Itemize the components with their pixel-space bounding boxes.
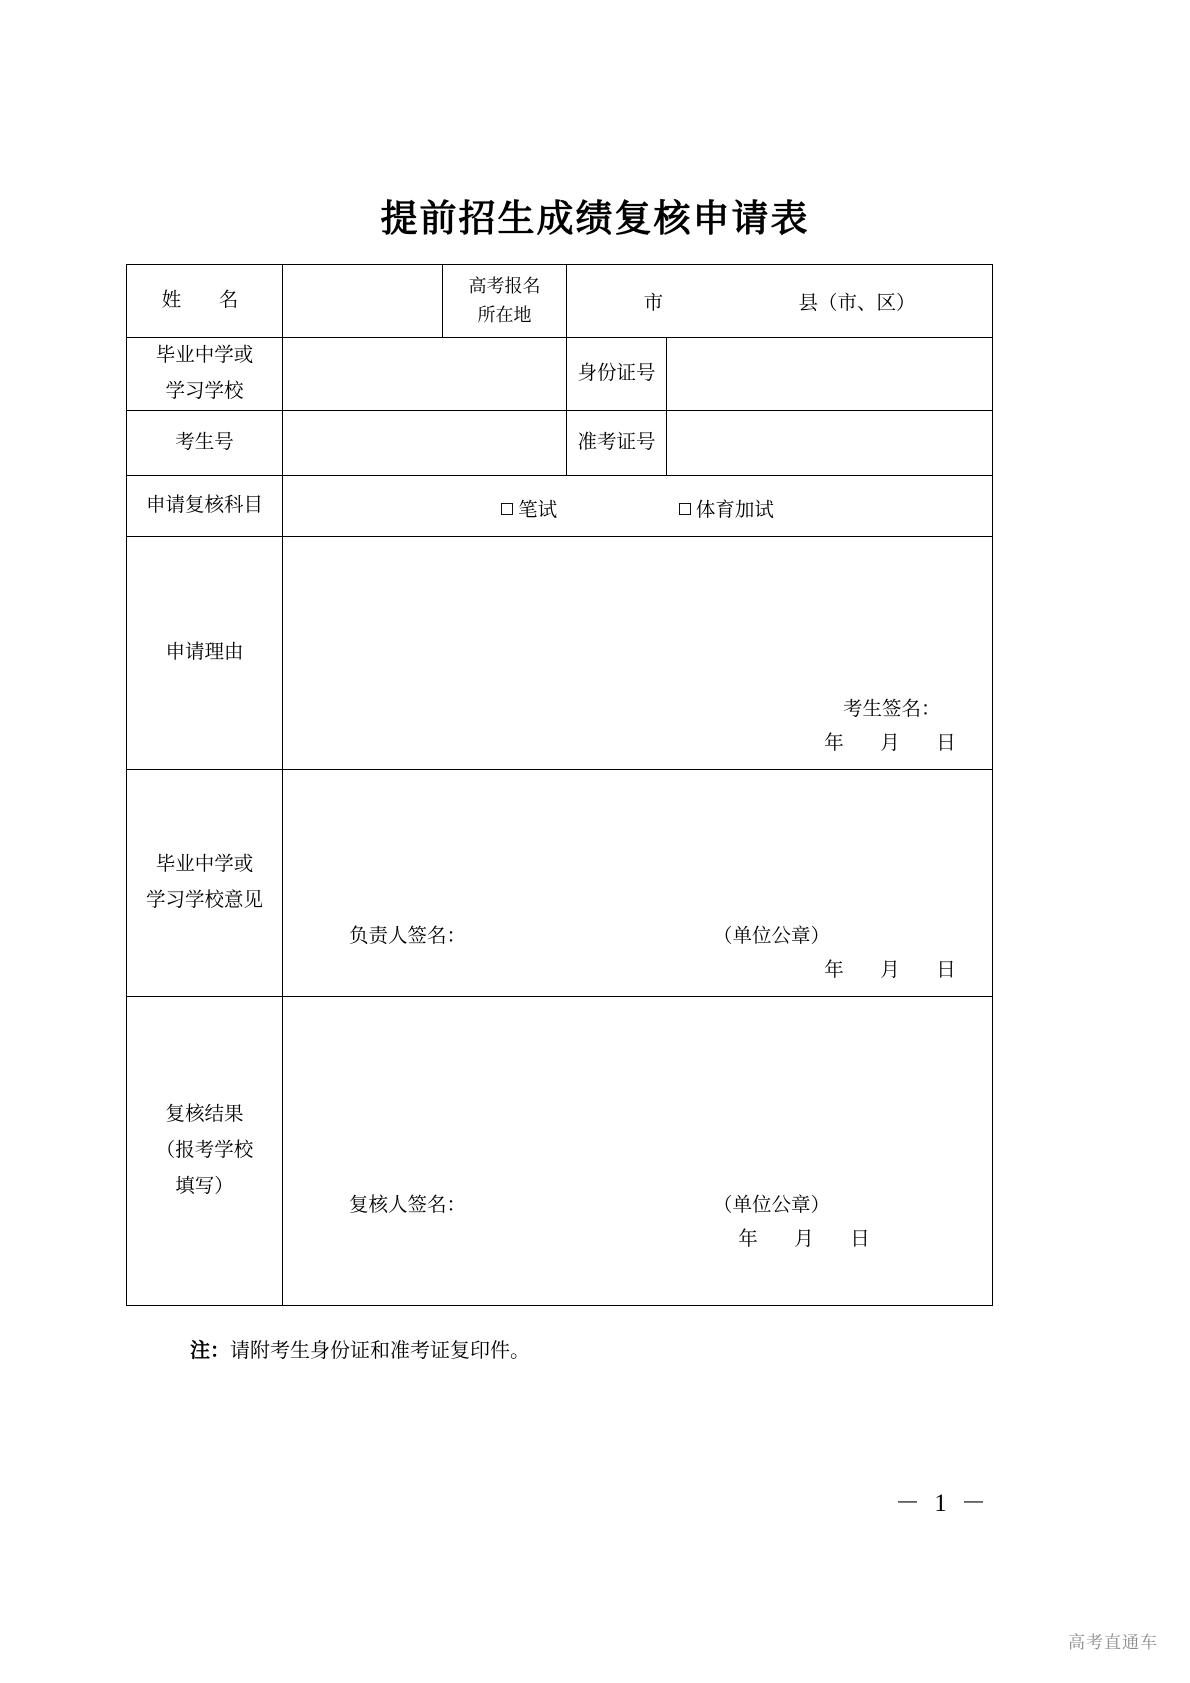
label-review-result-line3: 填写）: [175, 1176, 234, 1198]
date-day-label: 日: [850, 1229, 870, 1251]
label-name: [127, 265, 283, 338]
field-admission-ticket-number-value[interactable]: [667, 411, 993, 476]
label-application-reason: 申请理由: [127, 537, 283, 770]
label-review-subject: 申请复核科目: [127, 476, 283, 537]
checkbox-option-pe-test[interactable]: [679, 494, 774, 522]
field-candidate-number-value[interactable]: [283, 411, 567, 476]
footer-note: [190, 1334, 530, 1363]
checkbox-icon[interactable]: [501, 503, 513, 515]
date-year-label: 年: [824, 733, 844, 755]
label-review-result-line2: （报考学校: [155, 1140, 254, 1162]
watermark-label: 高考直通车: [1068, 1633, 1158, 1652]
table-row-school-opinion: [127, 770, 993, 997]
page-title: 提前招生成绩复核申请表: [380, 199, 810, 240]
date-month-label: 月: [880, 960, 900, 982]
field-id-number-value[interactable]: [667, 338, 993, 411]
date-month-label: 月: [794, 1229, 814, 1251]
label-graduation-school-line1: 毕业中学或: [155, 345, 254, 366]
date-year-label: 年: [738, 1229, 758, 1251]
candidate-signature-label: 考生签名：: [843, 699, 941, 721]
label-school-opinion-line2: 学习学校意见: [145, 890, 263, 912]
label-candidate-number: 考生号: [127, 411, 283, 476]
footer-note-prefix: 注：: [190, 1340, 230, 1362]
date-month-label: 月: [880, 733, 900, 755]
field-name-value[interactable]: [283, 265, 443, 338]
field-school-opinion[interactable]: [283, 770, 993, 997]
table-row-school: [127, 338, 993, 411]
field-exam-region-value[interactable]: [567, 265, 993, 338]
field-graduation-school-value[interactable]: [283, 338, 567, 411]
region-county-label: 县（市、区）: [798, 293, 916, 314]
table-row-exam-number: [127, 411, 993, 476]
label-graduation-school-line2: 学习学校: [165, 381, 244, 403]
checkbox-option-written-exam-label: 笔试: [518, 500, 558, 522]
review-official-seal-label: （单位公章）: [713, 1195, 831, 1217]
checkbox-option-written-exam[interactable]: [501, 494, 557, 522]
application-form-table: [126, 264, 993, 1306]
label-id-number: 身份证号: [567, 338, 667, 411]
label-review-result: [127, 997, 283, 1306]
footer-note-text: 请附考生身份证和准考证复印件。: [230, 1340, 530, 1362]
reviewer-signature-label: 复核人签名：: [349, 1195, 467, 1217]
label-name-text: 姓 名: [161, 289, 248, 311]
candidate-signature-date: [806, 727, 974, 761]
page-number: － 1 －: [894, 1490, 990, 1517]
date-day-label: 日: [936, 733, 956, 755]
label-school-opinion: [127, 770, 283, 997]
table-row-subject: [127, 476, 993, 537]
table-row-review-result: [127, 997, 993, 1306]
field-review-result[interactable]: [283, 997, 993, 1306]
label-school-opinion-line1: 毕业中学或: [155, 854, 254, 876]
school-official-seal-label: （单位公章）: [713, 926, 831, 948]
review-subject-options: [283, 476, 993, 537]
date-day-label: 日: [936, 960, 956, 982]
school-principal-signature-label: 负责人签名：: [349, 926, 467, 948]
label-exam-region-line2: 所在地: [477, 305, 532, 325]
date-year-label: 年: [824, 960, 844, 982]
review-result-date: [720, 1223, 888, 1257]
label-exam-region-line1: 高考报名: [468, 276, 541, 297]
checkbox-option-pe-test-label: 体育加试: [695, 500, 774, 522]
checkbox-icon[interactable]: [679, 503, 691, 515]
label-admission-ticket-number: 准考证号: [567, 411, 667, 476]
region-city-label: 市: [643, 293, 664, 314]
field-application-reason[interactable]: [283, 537, 993, 770]
label-exam-region: [443, 265, 567, 338]
table-row-name: [127, 265, 993, 338]
label-review-result-line1: 复核结果: [165, 1104, 244, 1126]
table-row-reason: [127, 537, 993, 770]
school-opinion-date: [806, 954, 974, 988]
label-graduation-school: [127, 338, 283, 411]
